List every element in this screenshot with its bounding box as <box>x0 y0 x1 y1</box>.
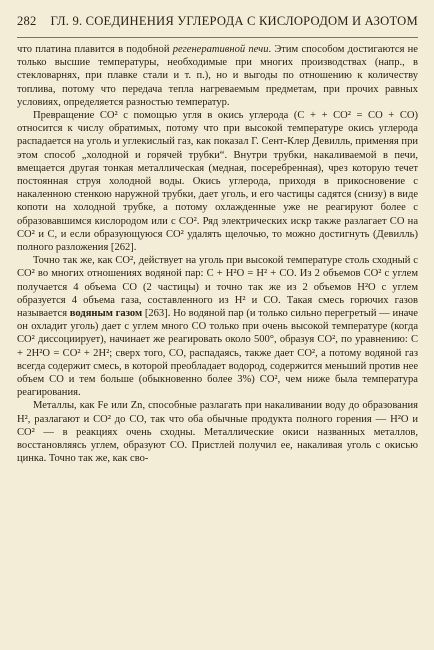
page-number: 282 <box>17 14 37 28</box>
paragraph-text: что платина плавится в подобной <box>17 44 173 55</box>
body-text <box>17 43 418 466</box>
bold-term: водяным газом <box>69 308 143 320</box>
emphasis-term: регенеративной печи <box>172 44 269 55</box>
paragraph-text: Точно так же, как CO², действует на уголь при высокой температуре столь сходный с CO² во многих отношениях водяной пар: C + H²O = H² + CO. Из 2 объемов CO² с углем получается 4 объема CO (2 частицы) и точно так же из 2 объемов H²O с углем образуется 4 объема газа, составленного из H² и CO. Такая смесь горючих газов называется <box>17 255 418 320</box>
paragraph-continuation <box>17 43 418 109</box>
paragraph: Превращение CO² с помощью угля в окись углерода (C + + CO² = CO + CO) относится к числу обратимых, потому что при высокой температуре окись углерода распадается на уголь и углекислый газ, как показал Г. Сент-Клер Девилль, применяя при этом способ „холодной и горячей трубки“. Внутри трубки, накаливаемой в печи, вмещается другая тонкая металлическая (медная, посеребренная), чрез которую течет постоянная струя холодной воды. Окись углерода, приходя в прикосновение с накаленною стенкою наружной трубки, дает уголь, и его частицы садятся (снизу) в виде копоти на холодной трубке, а потому охлажденные уже не реагируют более с образовавшимся кислородом или с CO². Ряд электрических искр также разлагает CO на CO² и C, и если образующуюся CO² удалять щелочью, то можно достигнуть (Девилль) полного разложения [262]. <box>17 110 418 254</box>
running-header <box>17 14 418 38</box>
paragraph: Металлы, как Fe или Zn, способные разлагать при накаливании воду до образования H², разлагают и CO² до CO, так что оба обычные продукта полного горения — H²O и CO² — в реакциях очень сходны. Металлические окиси названных металлов, восстановляясь углем, образуют CO. Пристлей получил ее, накаливая уголь с окисью цинка. Точно так же, как сво- <box>17 400 418 465</box>
paragraph-text: . Этим способом достигаются не только высшие температуры, необходимые при многих производствах (напр., в стекловарнях, при плавке стали и т. п.), но и выгоды по отношению к количеству топлива, потому что передача тепла нагреваемым предметам, при прочих равных условиях, определяется разностью температур. <box>17 44 418 108</box>
running-title: ГЛ. 9. СОЕДИНЕНИЯ УГЛЕРОДА С КИСЛОРОДОМ И АЗОТОМ <box>50 14 418 28</box>
paragraph-text: [263]. Но водяной пар (и только сильно перегретый — иначе он охладит уголь) дает с углем много CO только при очень высокой температуре (когда CO² диссоциирует), начинает же реагировать около 500°, образуя CO², по уравнению: C + 2H²O = CO² + 2H²; сверх того, CO, распадаясь, также дает CO², а потому водяной газ всегда содержит смесь, в которой преобладает водород, содержится меньший против нее объем CO и тем больше (обыкновенно более 3%) CO², чем ниже была температура реагирования. <box>17 308 418 399</box>
paragraph <box>17 254 418 399</box>
